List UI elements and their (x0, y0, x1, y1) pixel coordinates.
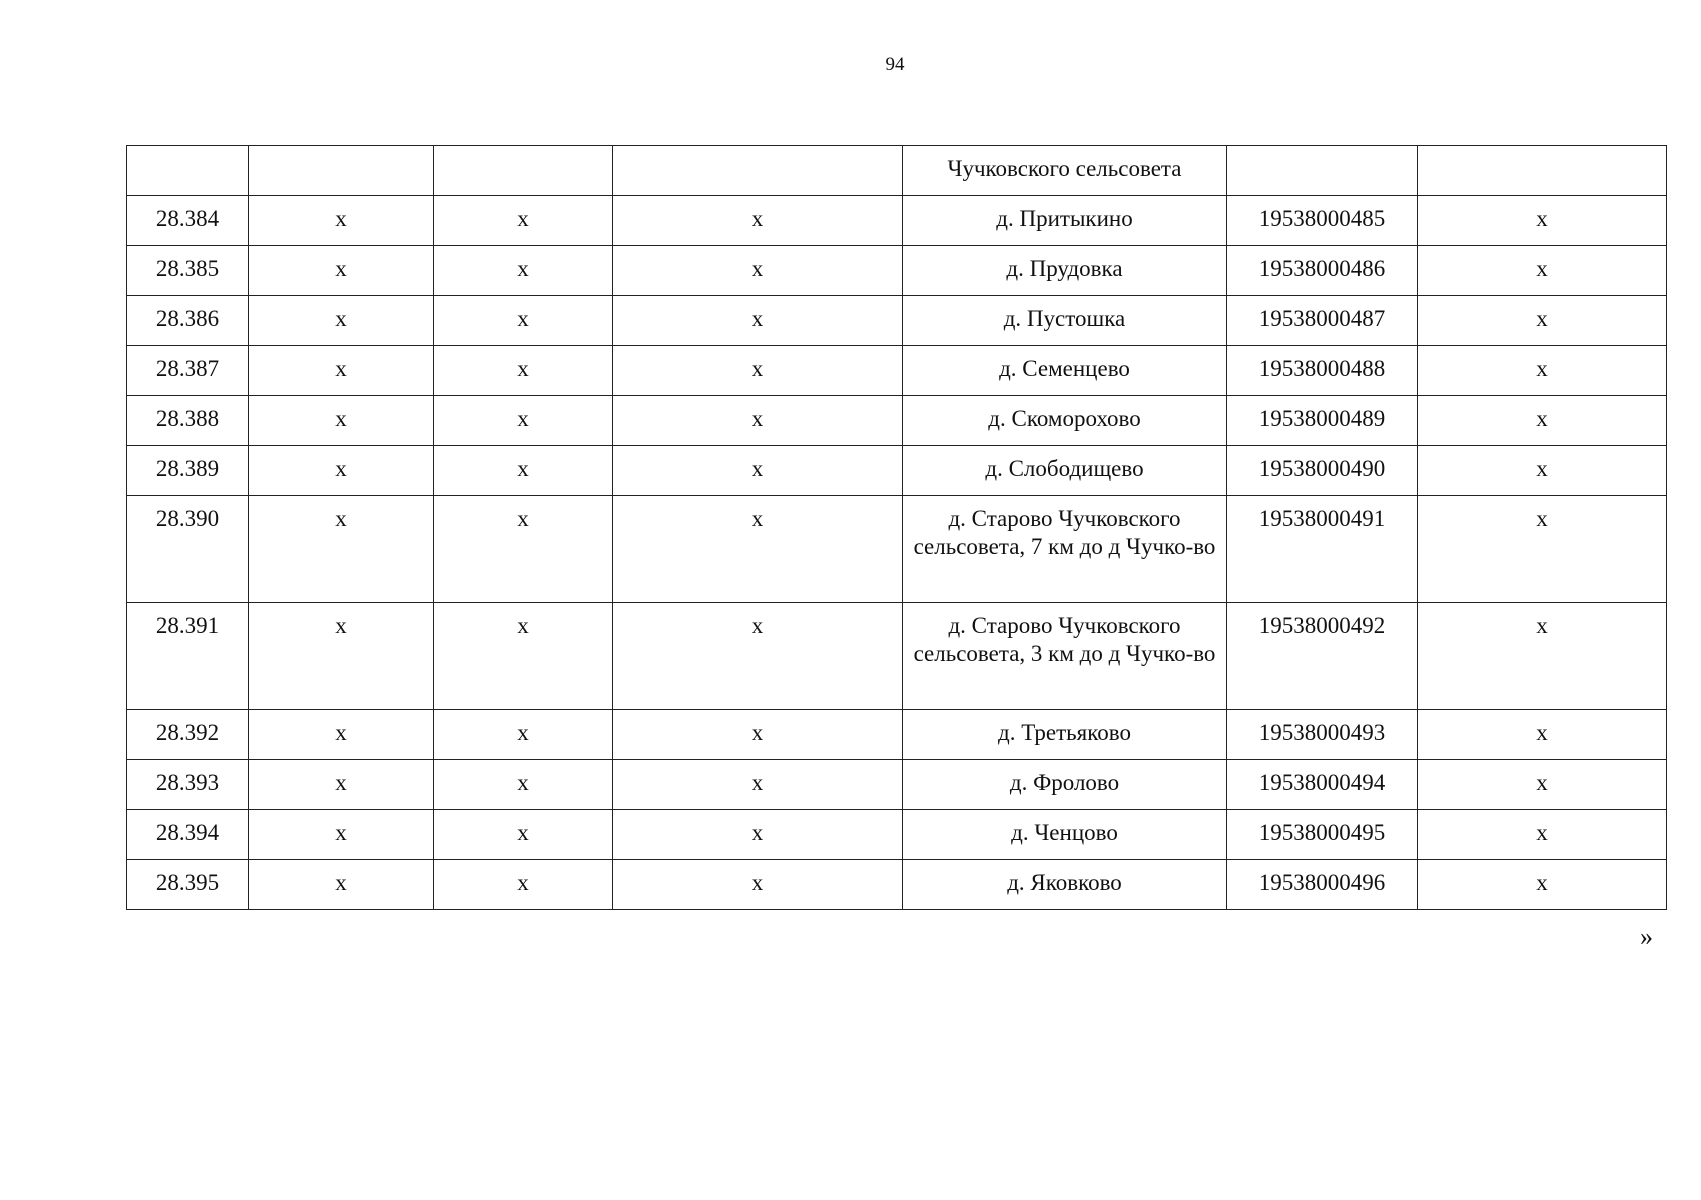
settlement-name-cell: д. Пустошка (903, 296, 1227, 346)
x-cell: х (1418, 496, 1667, 603)
x-cell: х (434, 446, 613, 496)
x-cell: х (434, 860, 613, 910)
table-row (127, 196, 1667, 246)
x-cell: х (249, 760, 434, 810)
oktmo-code-cell: 19538000496 (1227, 860, 1418, 910)
x-cell: х (1418, 860, 1667, 910)
x-cell: х (613, 396, 903, 446)
settlement-name-cell: д. Яковково (903, 860, 1227, 910)
x-cell: х (434, 246, 613, 296)
table-row (127, 496, 1667, 603)
x-cell: х (1418, 446, 1667, 496)
x-cell: х (249, 396, 434, 446)
page-number: 94 (885, 54, 905, 75)
settlement-name-cell: д. Старово Чучковского сельсовета, 3 км до д Чучко-во (903, 603, 1227, 710)
settlement-name-cell: д. Семенцево (903, 346, 1227, 396)
table-row (127, 760, 1667, 810)
x-cell: х (249, 196, 434, 246)
row-number-cell: 28.394 (127, 810, 249, 860)
x-cell: х (1418, 760, 1667, 810)
table-row (127, 446, 1667, 496)
table-cell (1418, 146, 1667, 196)
oktmo-code-cell: 19538000489 (1227, 396, 1418, 446)
x-cell: х (249, 860, 434, 910)
x-cell: х (249, 296, 434, 346)
x-cell: х (1418, 196, 1667, 246)
x-cell: х (434, 396, 613, 446)
row-number-cell: 28.387 (127, 346, 249, 396)
x-cell: х (434, 296, 613, 346)
x-cell: х (434, 603, 613, 710)
oktmo-code-cell: 19538000491 (1227, 496, 1418, 603)
x-cell: х (249, 346, 434, 396)
x-cell: х (249, 810, 434, 860)
x-cell: х (1418, 346, 1667, 396)
settlement-name-cell: д. Старово Чучковского сельсовета, 7 км до д Чучко-во (903, 496, 1227, 603)
x-cell: х (434, 496, 613, 603)
x-cell: х (434, 810, 613, 860)
x-cell: х (613, 860, 903, 910)
settlement-name-cell: д. Ченцово (903, 810, 1227, 860)
table-row (127, 603, 1667, 710)
oktmo-code-cell: 19538000487 (1227, 296, 1418, 346)
x-cell: х (1418, 396, 1667, 446)
row-number-cell: 28.388 (127, 396, 249, 446)
table-cell (1227, 146, 1418, 196)
table-row (127, 246, 1667, 296)
table-row (127, 710, 1667, 760)
x-cell: х (1418, 810, 1667, 860)
row-number-cell: 28.390 (127, 496, 249, 603)
x-cell: х (249, 603, 434, 710)
row-number-cell: 28.384 (127, 196, 249, 246)
oktmo-code-cell: 19538000494 (1227, 760, 1418, 810)
table-row (127, 346, 1667, 396)
oktmo-code-cell: 19538000490 (1227, 446, 1418, 496)
table-row-continuation (127, 146, 1667, 196)
settlements-table (126, 145, 1667, 910)
x-cell: х (613, 603, 903, 710)
x-cell: х (249, 710, 434, 760)
table-cell (127, 146, 249, 196)
row-number-cell: 28.385 (127, 246, 249, 296)
table-cell (249, 146, 434, 196)
x-cell: х (613, 760, 903, 810)
oktmo-code-cell: 19538000495 (1227, 810, 1418, 860)
x-cell: х (1418, 246, 1667, 296)
settlement-name-cell: д. Третьяково (903, 710, 1227, 760)
x-cell: х (249, 496, 434, 603)
table-row (127, 296, 1667, 346)
x-cell: х (613, 810, 903, 860)
table-cell (434, 146, 613, 196)
table-row (127, 810, 1667, 860)
row-number-cell: 28.389 (127, 446, 249, 496)
row-number-cell: 28.393 (127, 760, 249, 810)
settlement-name-cell: д. Слободищево (903, 446, 1227, 496)
oktmo-code-cell: 19538000488 (1227, 346, 1418, 396)
settlement-name-cell: д. Фролово (903, 760, 1227, 810)
oktmo-code-cell: 19538000485 (1227, 196, 1418, 246)
x-cell: х (613, 346, 903, 396)
settlement-name-cell: Чучковского сельсовета (903, 146, 1227, 196)
x-cell: х (249, 246, 434, 296)
x-cell: х (613, 296, 903, 346)
x-cell: х (613, 710, 903, 760)
closing-quote-mark: » (1640, 922, 1653, 951)
table-row (127, 396, 1667, 446)
x-cell: х (434, 196, 613, 246)
row-number-cell: 28.386 (127, 296, 249, 346)
x-cell: х (613, 446, 903, 496)
settlement-name-cell: д. Притыкино (903, 196, 1227, 246)
x-cell: х (434, 346, 613, 396)
x-cell: х (1418, 710, 1667, 760)
x-cell: х (613, 196, 903, 246)
table-row (127, 860, 1667, 910)
row-number-cell: 28.391 (127, 603, 249, 710)
x-cell: х (249, 446, 434, 496)
table-cell (613, 146, 903, 196)
settlement-name-cell: д. Прудовка (903, 246, 1227, 296)
x-cell: х (434, 760, 613, 810)
row-number-cell: 28.392 (127, 710, 249, 760)
oktmo-code-cell: 19538000493 (1227, 710, 1418, 760)
oktmo-code-cell: 19538000486 (1227, 246, 1418, 296)
x-cell: х (613, 496, 903, 603)
x-cell: х (613, 246, 903, 296)
x-cell: х (1418, 603, 1667, 710)
row-number-cell: 28.395 (127, 860, 249, 910)
oktmo-code-cell: 19538000492 (1227, 603, 1418, 710)
settlement-name-cell: д. Скоморохово (903, 396, 1227, 446)
x-cell: х (434, 710, 613, 760)
x-cell: х (1418, 296, 1667, 346)
